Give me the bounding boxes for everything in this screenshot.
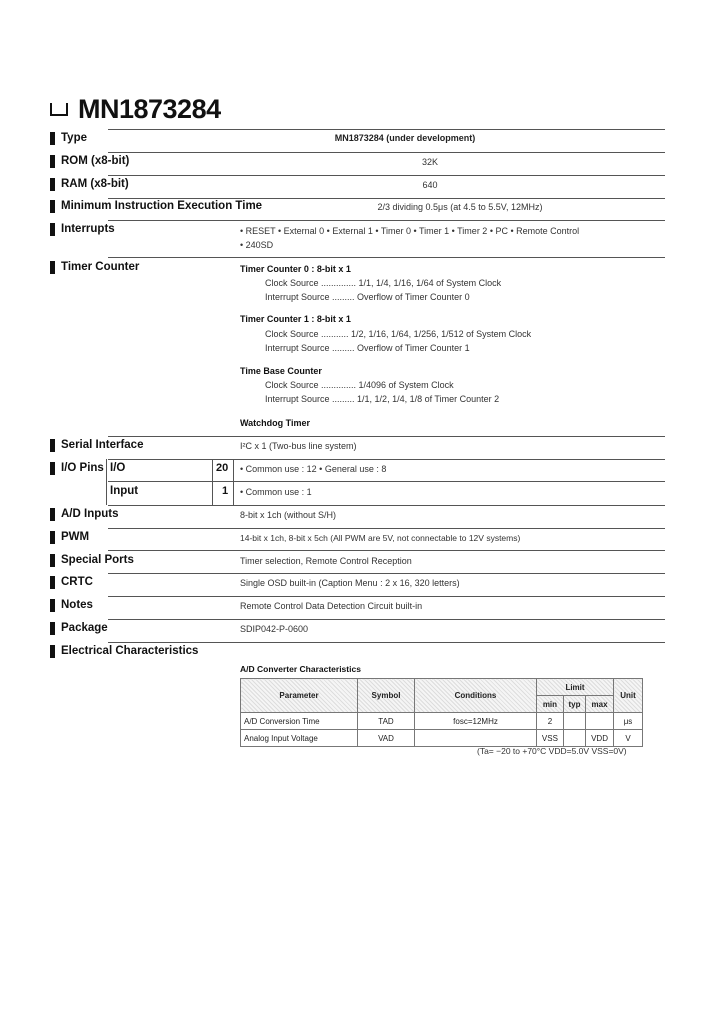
special-ports-label: Special Ports bbox=[61, 554, 134, 566]
io-value: • Common use : 12 • General use : 8 bbox=[240, 464, 387, 474]
row-marker bbox=[50, 622, 55, 635]
row-marker bbox=[50, 554, 55, 567]
header-unit: Unit bbox=[614, 679, 643, 713]
row-marker bbox=[50, 645, 55, 658]
checkbox-square-icon bbox=[50, 103, 68, 116]
rom-label: ROM (x8-bit) bbox=[61, 155, 130, 167]
timer0-interrupt: Interrupt Source ......... Overflow of Timer Counter 0 bbox=[265, 292, 470, 302]
io-pins-label: I/O Pins bbox=[61, 462, 104, 474]
type-value: MN1873284 (under development) bbox=[334, 133, 476, 143]
ram-label: RAM (x8-bit) bbox=[61, 178, 129, 190]
row-divider bbox=[108, 436, 665, 437]
cell-symbol: TAD bbox=[358, 713, 415, 730]
table-header-row bbox=[241, 679, 643, 696]
row-divider bbox=[108, 528, 665, 529]
interrupts-line-2: • 240SD bbox=[240, 240, 274, 250]
row-marker bbox=[50, 508, 55, 521]
row-marker bbox=[50, 155, 55, 168]
row-divider bbox=[108, 550, 665, 551]
cell-parameter: A/D Conversion Time bbox=[241, 713, 358, 730]
ad-inputs-label: A/D Inputs bbox=[61, 508, 119, 520]
row-divider bbox=[108, 481, 665, 482]
timer-label: Timer Counter bbox=[61, 261, 140, 273]
cell-symbol: VAD bbox=[358, 730, 415, 747]
cell-min: VSS bbox=[537, 730, 564, 747]
header-conditions: Conditions bbox=[415, 679, 537, 713]
row-marker bbox=[50, 261, 55, 274]
io-count: 20 bbox=[216, 462, 229, 474]
type-label: Type bbox=[61, 132, 87, 144]
row-marker bbox=[50, 223, 55, 236]
cell-typ bbox=[563, 730, 585, 747]
crtc-label: CRTC bbox=[61, 576, 93, 588]
cell-conditions: fosc=12MHz bbox=[415, 713, 537, 730]
row-divider bbox=[108, 220, 665, 221]
ram-value: 640 bbox=[422, 180, 438, 190]
cell-unit: V bbox=[614, 730, 643, 747]
crtc-value: Single OSD built-in (Caption Menu : 2 x 16, 320 letters) bbox=[240, 578, 460, 588]
title-text: MN1873284 bbox=[78, 94, 221, 124]
interrupts-line-1: • RESET • External 0 • External 1 • Timer 0 • Timer 1 • Timer 2 • PC • Remote Control bbox=[240, 226, 580, 236]
package-value: SDIP042-P-0600 bbox=[240, 624, 309, 634]
timer1-clock: Clock Source ........... 1/2, 1/16, 1/64, 1/256, 1/512 of System Clock bbox=[265, 329, 532, 339]
row-divider bbox=[108, 175, 665, 176]
input-value: • Common use : 1 bbox=[240, 487, 312, 497]
cell-max: VDD bbox=[586, 730, 614, 747]
row-marker bbox=[50, 462, 55, 475]
row-divider bbox=[108, 596, 665, 597]
row-divider bbox=[108, 198, 665, 199]
row-marker bbox=[50, 599, 55, 612]
cell-parameter: Analog Input Voltage bbox=[241, 730, 358, 747]
pwm-value: 14-bit x 1ch, 8-bit x 5ch (All PWM are 5V, not connectable to 12V systems) bbox=[240, 533, 521, 543]
row-marker bbox=[50, 531, 55, 544]
serial-label: Serial Interface bbox=[61, 439, 144, 451]
timer0-clock: Clock Source .............. 1/1, 1/4, 1/16, 1/64 of System Clock bbox=[265, 278, 502, 288]
row-divider bbox=[108, 129, 665, 130]
min-instr-value: 2/3 dividing 0.5μs (at 4.5 to 5.5V, 12MHz) bbox=[377, 202, 543, 212]
row-divider bbox=[108, 257, 665, 258]
adc-caption: A/D Converter Characteristics bbox=[240, 664, 361, 674]
header-min: min bbox=[537, 696, 564, 713]
min-instr-label: Minimum Instruction Execution Time bbox=[61, 200, 263, 212]
ad-inputs-value: 8-bit x 1ch (without S/H) bbox=[240, 510, 337, 520]
header-limit: Limit bbox=[537, 679, 614, 696]
row-marker bbox=[50, 200, 55, 213]
row-divider bbox=[108, 459, 665, 460]
header-typ: typ bbox=[563, 696, 585, 713]
table-row bbox=[241, 713, 643, 730]
table-row bbox=[241, 730, 643, 747]
io-divider bbox=[233, 459, 234, 505]
timebase-clock: Clock Source .............. 1/4096 of System Clock bbox=[265, 380, 454, 390]
row-divider bbox=[108, 152, 665, 153]
header-symbol: Symbol bbox=[358, 679, 415, 713]
io-sublabel: I/O bbox=[110, 462, 126, 474]
timer0-heading: Timer Counter 0 : 8-bit x 1 bbox=[240, 264, 351, 274]
electrical-label: Electrical Characteristics bbox=[61, 645, 199, 657]
row-marker bbox=[50, 178, 55, 191]
input-count: 1 bbox=[222, 485, 229, 497]
cell-typ bbox=[563, 713, 585, 730]
cell-max bbox=[586, 713, 614, 730]
timebase-heading: Time Base Counter bbox=[240, 366, 322, 376]
package-label: Package bbox=[61, 622, 108, 634]
interrupts-label: Interrupts bbox=[61, 223, 115, 235]
header-max: max bbox=[586, 696, 614, 713]
adc-characteristics-table bbox=[240, 678, 643, 747]
io-divider bbox=[212, 459, 213, 505]
conditions-note: (Ta= −20 to +70°C VDD=5.0V VSS=0V) bbox=[477, 746, 627, 756]
pwm-label: PWM bbox=[61, 531, 90, 543]
row-divider bbox=[108, 619, 665, 620]
timebase-interrupt: Interrupt Source ......... 1/1, 1/2, 1/4, 1/8 of Timer Counter 2 bbox=[265, 394, 500, 404]
row-divider bbox=[108, 573, 665, 574]
cell-conditions bbox=[415, 730, 537, 747]
row-divider bbox=[108, 505, 665, 506]
special-ports-value: Timer selection, Remote Control Reception bbox=[240, 556, 412, 566]
row-divider bbox=[108, 642, 665, 643]
input-sublabel: Input bbox=[110, 485, 139, 497]
serial-value: I²C x 1 (Two-bus line system) bbox=[240, 441, 357, 451]
timer1-heading: Timer Counter 1 : 8-bit x 1 bbox=[240, 314, 351, 324]
page-title bbox=[50, 94, 221, 125]
rom-value: 32K bbox=[421, 157, 438, 167]
cell-min: 2 bbox=[537, 713, 564, 730]
notes-label: Notes bbox=[61, 599, 93, 611]
row-marker bbox=[50, 576, 55, 589]
header-parameter: Parameter bbox=[241, 679, 358, 713]
cell-unit: μs bbox=[614, 713, 643, 730]
timer1-interrupt: Interrupt Source ......... Overflow of Timer Counter 1 bbox=[265, 343, 470, 353]
io-divider bbox=[106, 459, 107, 505]
watchdog-timer: Watchdog Timer bbox=[240, 418, 311, 428]
notes-value: Remote Control Data Detection Circuit built-in bbox=[240, 601, 423, 611]
row-marker bbox=[50, 132, 55, 145]
row-marker bbox=[50, 439, 55, 452]
